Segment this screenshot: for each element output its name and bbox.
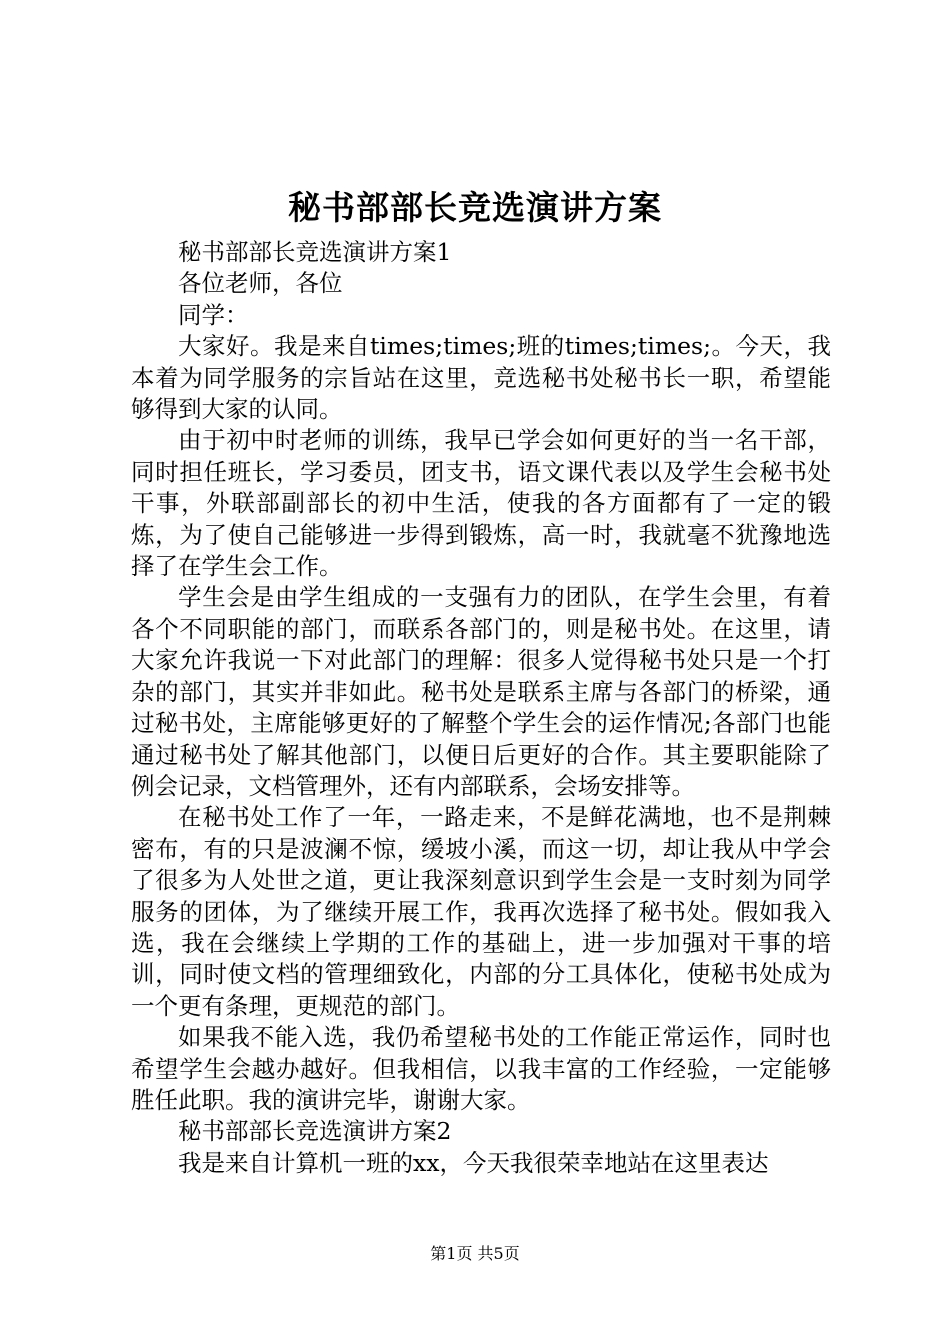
body-paragraph: 如果我不能入选，我仍希望秘书处的工作能正常运作，同时也希望学生会越办越好。但我相信，以我丰富的工作经验，一定能够胜任此职。我的演讲完毕，谢谢大家。 <box>131 1023 831 1114</box>
body-paragraph: 我是来自计算机一班的xx，今天我很荣幸地站在这里表达 <box>178 1148 769 1177</box>
document-body <box>131 237 831 1179</box>
body-paragraph: 大家好。我是来自times;times;班的times;times;。今天，我本着为同学服务的宗旨站在这里，竞选秘书处秘书长一职，希望能够得到大家的认同。 <box>131 332 831 424</box>
section-heading-2: 秘书部部长竞选演讲方案2 <box>178 1117 452 1146</box>
page-footer: 第1页 共5页 <box>430 1244 520 1263</box>
body-paragraph: 由于初中时老师的训练，我早已学会如何更好的当一名干部，同时担任班长，学习委员，团支书，语文课代表以及学生会秘书处干事，外联部副部长的初中生活，使我的各方面都有了一定的锻炼，为了使自己能够进一步得到锻炼，高一时，我就毫不犹豫地选择了在学生会工作。 <box>131 426 831 581</box>
body-paragraph: 学生会是由学生组成的一支强有力的团队，在学生会里，有着各个不同职能的部门，而联系各部门的，则是秘书处。在这里，请大家允许我说一下对此部门的理解：很多人觉得秘书处只是一个打杂的部门，其实并非如此。秘书处是联系主席与各部门的桥梁，通过秘书处，主席能够更好的了解整个学生会的运作情况;各部门也能通过秘书处了解其他部门，以便日后更好的合作。其主要职能除了例会记录，文档管理外，还有内部联系，会场安排等。 <box>131 583 831 800</box>
body-paragraph: 在秘书处工作了一年，一路走来，不是鲜花满地，也不是荆棘密布，有的只是波澜不惊，缓坡小溪，而这一切，却让我从中学会了很多为人处世之道，更让我深刻意识到学生会是一支时刻为同学服务的团体，为了继续开展工作，我再次选择了秘书处。假如我入选，我在会继续上学期的工作的基础上，进一步加强对干事的培训，同时使文档的管理细致化，内部的分工具体化，使秘书处成为一个更有条理，更规范的部门。 <box>131 803 831 1020</box>
salutation-line: 各位老师，各位 <box>178 269 343 298</box>
document-title: 秘书部部长竞选演讲方案 <box>288 188 662 227</box>
section-heading-1: 秘书部部长竞选演讲方案1 <box>178 238 452 266</box>
salutation-line: 同学： <box>178 300 249 329</box>
